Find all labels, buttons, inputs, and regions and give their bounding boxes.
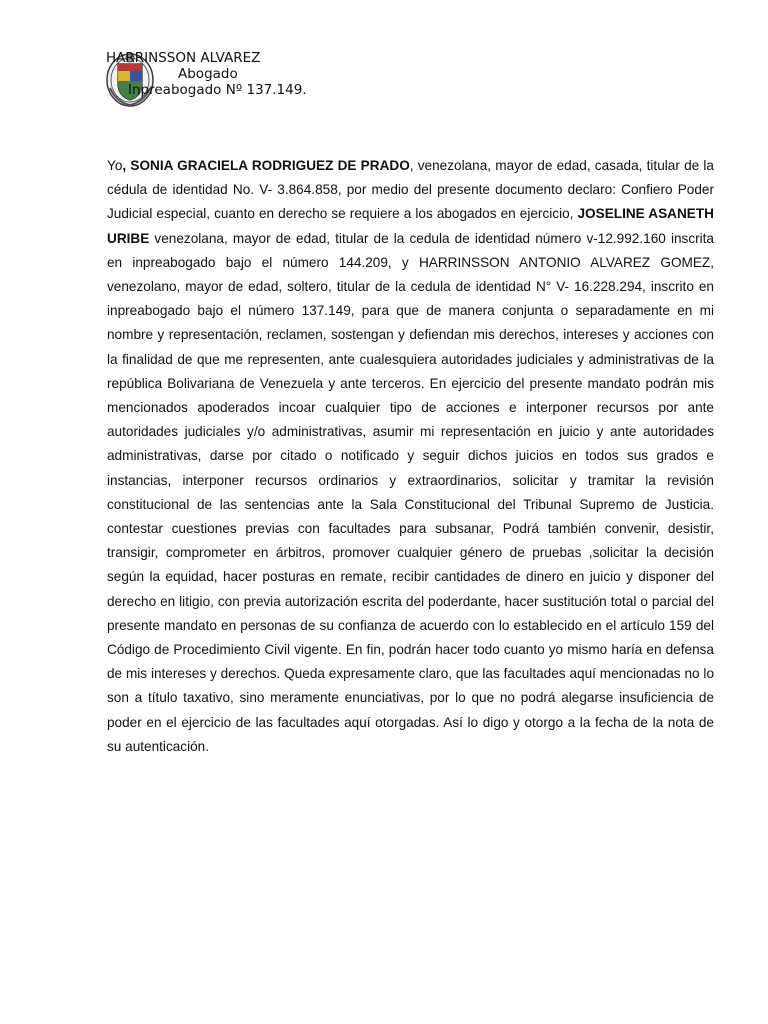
opening-comma: ,	[122, 158, 131, 173]
grantor-name: SONIA GRACIELA RODRIGUEZ DE PRADO	[130, 158, 410, 173]
body-paragraph	[107, 154, 714, 759]
attorney-name: JOSELINE ASANETH URIBE	[107, 206, 714, 246]
letterhead	[106, 48, 426, 108]
letterhead-registration: Inpreabogado Nº 137.149.	[128, 82, 307, 98]
opening-word: Yo	[107, 158, 123, 173]
power-of-attorney-body	[107, 154, 714, 759]
text-segment-2: venezolana, mayor de edad, titular de la cedula de identidad número v-12.992.160 inscrita en inpreabogado bajo el número 144.209, y HARRINSSON ANTONIO ALVAREZ GOMEZ, venezolano, mayor de edad, soltero, titular de la cedula de identidad N° V- 16.228.294, inscrito en inpreabogado bajo el número 137.149, para que de manera conjunta o separadamente en mi nombre y representación, reclamen, sostengan y defiendan mis derechos, intereses y acciones con la finalidad de que me representen, ante cualesquiera autoridades judiciales y administrativas de la república Bolivariana de Venezuela y ante terceros. En ejercicio del presente mandato podrán mis mencionados apoderados incoar cualquier tipo de acciones e interponer recursos por ante autoridades judiciales y/o administrativas, asumir mi representación en juicio y ante autoridades administrativas, darse por citado o notificado y seguir dichos juicios en todos sus grados e instancias, interponer recursos ordinarios y extraordinarios, solicitar y tramitar la revisión constitucional de las sentencias ante la Sala Constitucional del Tribunal Supremo de Justicia. contestar cuestiones previas con facultades para subsanar, Podrá también convenir, desistir, transigir, comprometer en árbitros, promover cualquier género de pruebas ,solicitar la decisión según la equidad, hacer posturas en remate, recibir cantidades de dinero en juicio y disponer del derecho en litigio, con previa autorización escrita del poderdante, hacer sustitución total o parcial del presente mandato en personas de su confianza de acuerdo con lo establecido en el artículo 159 del Código de Procedimiento Civil vigente. En fin, podrán hacer todo cuanto yo mismo haría en defensa de mis intereses y derechos. Queda expresamente claro, que las facultades aquí mencionadas no lo son a título taxativo, sino meramente enunciativas, por lo que no podrá alegarse insuficiencia de poder en el ejercicio de las facultades aquí otorgadas. Así lo digo y otorgo a la fecha de la nota de su autenticación.	[107, 230, 714, 754]
letterhead-title: Abogado	[178, 66, 238, 82]
letterhead-name: HARRINSSON ALVAREZ	[106, 50, 261, 66]
text-segment-1: , venezolana, mayor de edad, casada, titular de la cédula de identidad No. V- 3.864.858, por medio del presente documento declaro: Confiero Poder Judicial especial, cuanto en derecho se requiere a los abogados en ejercicio,	[107, 158, 714, 222]
